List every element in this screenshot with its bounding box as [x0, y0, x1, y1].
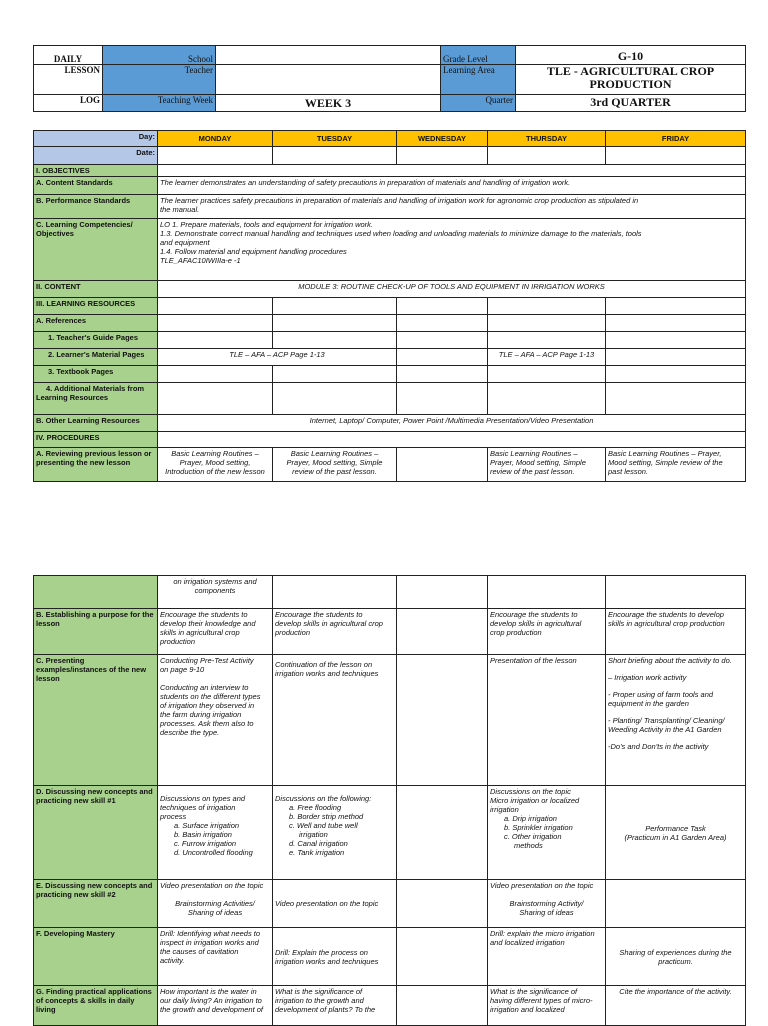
reviewing-tue-line-1: Basic Learning Routines –	[290, 449, 379, 458]
discussing-1-tue-item-c: c. Well and tube well	[289, 821, 358, 830]
practical-tue-line-3: development of plants? To the	[275, 1005, 376, 1014]
presenting-fri-line-6: Weeding Activity in the A1 Garden	[608, 725, 722, 734]
reviewing-thu-line-2: Prayer, Mood setting, Simple	[490, 458, 586, 467]
purpose-label	[34, 609, 158, 655]
purpose-fri-line-2: skills in agricultural crop production	[608, 619, 725, 628]
practical-line-1: G. Finding practical applications	[36, 987, 152, 996]
discussing-2-friday	[606, 880, 746, 928]
presenting-tue-line-2: irrigation works and techniques	[275, 669, 379, 678]
date-tuesday[interactable]	[273, 147, 397, 165]
discussing-1-line-2: practicing new skill #1	[36, 796, 116, 805]
discussing-1-mon-line-1: Discussions on types and	[160, 794, 246, 803]
discussing-1-thu-item-a: a. Drip irrigation	[504, 814, 557, 823]
discussing-1-mon-item-b: b. Basin irrigation	[174, 830, 232, 839]
reviewing-line-2: presenting the new lesson	[36, 458, 131, 467]
reviewing-fri-line-2: Mood setting, Simple review of the	[608, 458, 723, 467]
continued-mon-line-2: components	[194, 586, 236, 595]
discussing-1-mon-item-a: a. Surface irrigation	[174, 821, 240, 830]
discussing-2-label	[34, 880, 158, 928]
discussing-1-tue-line-1: Discussions on the following:	[275, 794, 372, 803]
day-label: Day:	[34, 131, 158, 147]
day-thursday: THURSDAY	[488, 131, 606, 147]
purpose-friday	[606, 609, 746, 655]
purpose-mon-line-4: production	[160, 637, 196, 646]
presenting-fri-line-3: - Proper using of farm tools and	[608, 690, 714, 699]
discussing-1-tue-item-a: a. Free flooding	[289, 803, 342, 812]
discussing-1-thu-line-1: Discussions on the topic	[490, 787, 571, 796]
discussing-2-monday	[158, 880, 273, 928]
continued-label	[34, 576, 158, 609]
discussing-1-thursday	[488, 786, 606, 880]
mastery-wednesday	[397, 928, 488, 986]
daily-label: DAILY	[34, 46, 103, 65]
learning-resources-label: III. LEARNING RESOURCES	[34, 298, 158, 315]
discussing-2-wednesday	[397, 880, 488, 928]
discussing-1-tue-item-e: e. Tank irrigation	[289, 848, 345, 857]
mastery-thursday	[488, 928, 606, 986]
reviewing-fri-line-3: past lesson.	[608, 467, 649, 476]
week-value: WEEK 3	[216, 95, 441, 112]
quarter-label: Quarter	[441, 95, 516, 112]
discussing-1-thu-item-c-cont: methods	[514, 841, 543, 850]
competencies-line-2: 1.3. Demonstrate correct manual handling and techniques used when loading and unloading materials to minimize damage to the materials, tools	[160, 229, 642, 238]
date-friday[interactable]	[606, 147, 746, 165]
lesson-label: LESSON	[34, 65, 103, 95]
presenting-mon-line-4: students on the different types	[160, 692, 261, 701]
presenting-monday	[158, 655, 273, 786]
presenting-tuesday	[273, 655, 397, 786]
mastery-fri-line-1: Sharing of experiences during the	[619, 947, 732, 957]
learning-area-line-2: PRODUCTION	[589, 77, 672, 91]
presenting-line-2: examples/instances of the new	[36, 665, 147, 674]
purpose-line-1: B. Establishing a purpose for the	[36, 610, 154, 619]
reviewing-mon-line-3: Introduction of the new lesson	[165, 467, 265, 476]
practical-line-2: of concepts & skills in daily living	[36, 996, 135, 1014]
purpose-fri-line-1: Encourage the students to develop	[608, 610, 724, 619]
teacher-value[interactable]	[216, 65, 441, 95]
discussing-2-tuesday: Video presentation on the topic	[273, 880, 397, 928]
reviewing-tuesday	[273, 448, 397, 482]
performance-standards-text	[158, 195, 746, 219]
discussing-2-thu-line-1: Video presentation on the topic	[490, 881, 594, 890]
grade-level-label: Grade Level	[441, 46, 516, 65]
day-monday: MONDAY	[158, 131, 273, 147]
discussing-2-mon-line-3: Sharing of ideas	[187, 908, 243, 917]
day-wednesday: WEDNESDAY	[397, 131, 488, 147]
practical-label	[34, 986, 158, 1026]
practical-tue-line-2: irrigation to the growth and	[275, 996, 364, 1005]
purpose-tue-line-1: Encourage the students to	[275, 610, 363, 619]
additional-line-1: 4. Additional Materials from	[46, 384, 145, 393]
discussing-2-thu-line-3: Sharing of ideas	[519, 908, 574, 917]
mastery-thu-line-1: Drill: explain the micro irrigation	[490, 929, 595, 938]
presenting-mon-line-1: Conducting Pre-Test Activity	[160, 656, 254, 665]
discussing-2-line-2: practicing new skill #2	[36, 890, 116, 899]
performance-standards-line-2: the manual.	[160, 205, 200, 214]
discussing-2-mon-line-2: Brainstorming Activities/	[175, 899, 255, 908]
discussing-1-tue-item-d: d. Canal irrigation	[289, 839, 348, 848]
purpose-tue-line-2: develop skills in agricultural crop	[275, 619, 383, 628]
discussing-2-thu-line-2: Brainstorming Activity/	[509, 899, 584, 908]
mastery-tue-line-2: irrigation works and techniques	[275, 956, 379, 966]
discussing-2-thursday	[488, 880, 606, 928]
performance-standards-label: B. Performance Standards	[34, 195, 158, 219]
reviewing-fri-line-1: Basic Learning Routines – Prayer,	[608, 449, 722, 458]
header-table	[33, 45, 746, 112]
practical-mon-line-2: our daily living? An irrigation to	[160, 996, 262, 1005]
purpose-thu-line-1: Encourage the students to	[490, 610, 578, 619]
discussing-1-thu-line-3: irrigation	[490, 805, 519, 814]
discussing-1-mon-line-2: techniques of irrigation	[160, 803, 236, 812]
purpose-monday	[158, 609, 273, 655]
learners-material-mon-tue: TLE – AFA – ACP Page 1-13	[158, 349, 397, 366]
continued-monday	[158, 576, 273, 609]
content-label: II. CONTENT	[34, 281, 158, 298]
purpose-tue-line-3: production	[275, 628, 311, 637]
presenting-friday	[606, 655, 746, 786]
dll-table-page-2	[33, 575, 746, 1026]
learners-material-thu: TLE – AFA – ACP Page 1-13	[488, 349, 606, 366]
reviewing-thu-line-1: Basic Learning Routines –	[490, 449, 578, 458]
day-friday: FRIDAY	[606, 131, 746, 147]
presenting-mon-line-6: the farm during irrigation	[160, 710, 242, 719]
discussing-1-mon-item-c: c. Furrow irrigation	[174, 839, 237, 848]
reviewing-label	[34, 448, 158, 482]
practical-tuesday	[273, 986, 397, 1026]
presenting-mon-line-2: on page 9-10	[160, 665, 205, 674]
discussing-1-line-1: D. Discussing new concepts and	[36, 787, 153, 796]
discussing-1-tuesday	[273, 786, 397, 880]
practical-thu-line-2: having different types of micro-	[490, 996, 593, 1005]
reviewing-tue-line-3: review of the past lesson.	[292, 467, 377, 476]
date-thursday[interactable]	[488, 147, 606, 165]
discussing-1-monday	[158, 786, 273, 880]
discussing-1-wednesday	[397, 786, 488, 880]
discussing-1-tue-item-c-cont: irrigation	[299, 830, 328, 839]
date-wednesday[interactable]	[397, 147, 488, 165]
competencies-line-1: LO 1. Prepare materials, tools and equipment for irrigation work.	[160, 220, 374, 229]
reviewing-monday	[158, 448, 273, 482]
discussing-1-mon-item-d: d. Uncontrolled flooding	[174, 848, 253, 857]
purpose-mon-line-1: Encourage the students to	[160, 610, 248, 619]
date-monday[interactable]	[158, 147, 273, 165]
log-label: LOG	[34, 95, 103, 112]
purpose-tuesday	[273, 609, 397, 655]
textbook-label: 3. Textbook Pages	[34, 366, 158, 383]
presenting-line-3: lesson	[36, 674, 60, 683]
discussing-1-tue-item-b: b. Border strip method	[289, 812, 364, 821]
teachers-guide-label: 1. Teacher's Guide Pages	[34, 332, 158, 349]
mastery-mon-line-4: activity.	[160, 956, 185, 965]
purpose-wednesday	[397, 609, 488, 655]
day-tuesday: TUESDAY	[273, 131, 397, 147]
presenting-fri-line-7: -Do's and Don'ts in the activity	[608, 742, 709, 751]
discussing-1-friday	[606, 786, 746, 880]
references-label: A. References	[34, 315, 158, 332]
presenting-fri-line-5: - Planting/ Transplanting/ Cleaning/	[608, 716, 725, 725]
competencies-label	[34, 219, 158, 281]
reviewing-mon-line-1: Basic Learning Routines –	[171, 449, 259, 458]
mastery-label: F. Developing Mastery	[34, 928, 158, 986]
mastery-friday	[606, 928, 746, 986]
other-resources-text: Internet, Laptop/ Computer, Power Point /Multimedia Presentation/Video Presentation	[158, 415, 746, 432]
purpose-mon-line-2: develop their knowledge and	[160, 619, 256, 628]
learners-material-label: 2. Learner's Material Pages	[34, 349, 158, 366]
competencies-line-3: and equipment	[160, 238, 210, 247]
other-resources-label: B. Other Learning Resources	[34, 415, 158, 432]
content-text: MODULE 3: ROUTINE CHECK-UP OF TOOLS AND EQUIPMENT IN IRRIGATION WORKS	[158, 281, 746, 298]
purpose-mon-line-3: skills in agricultural crop	[160, 628, 240, 637]
reviewing-tue-line-2: Prayer, Mood setting, Simple	[286, 458, 383, 467]
practical-thursday	[488, 986, 606, 1026]
date-label: Date:	[34, 147, 158, 165]
mastery-fri-line-2: practicum.	[658, 956, 693, 966]
discussing-2-mon-line-1: Video presentation on the topic	[160, 881, 264, 890]
learning-area-value	[516, 65, 746, 95]
quarter-value: 3rd QUARTER	[516, 95, 746, 112]
competencies-text	[158, 219, 746, 281]
content-standards-text: The learner demonstrates an understanding of safety precautions in preparation of materials and handling of irrigation work.	[158, 177, 746, 195]
competencies-label-line-2: Objectives	[36, 229, 74, 238]
reviewing-friday	[606, 448, 746, 482]
presenting-thursday: Presentation of the lesson	[488, 655, 606, 786]
discussing-2-line-1: E. Discussing new concepts and	[36, 881, 153, 890]
discussing-1-mon-line-3: process	[160, 812, 187, 821]
performance-standards-line-1: The learner practices safety precautions in preparation of materials and handling of irrigation work for agronomic crop production as stipulated in	[160, 196, 639, 205]
mastery-mon-line-1: Drill: Identifying what needs to	[160, 929, 261, 938]
presenting-label	[34, 655, 158, 786]
learning-area-line-1: TLE - AGRICULTURAL CROP	[546, 64, 715, 78]
purpose-thu-line-2: develop skills in agricultural	[490, 619, 582, 628]
practical-monday	[158, 986, 273, 1026]
procedures-label: IV. PROCEDURES	[34, 432, 158, 448]
mastery-tue-line-1: Drill: Explain the process on	[275, 947, 368, 957]
reviewing-line-1: A. Reviewing previous lesson or	[36, 449, 152, 458]
discussing-1-label	[34, 786, 158, 880]
reviewing-thu-line-3: review of the past lesson.	[490, 467, 575, 476]
purpose-thu-line-3: crop production	[490, 628, 542, 637]
competencies-line-5: TLE_AFAC10IWIIIa-e -1	[160, 256, 241, 265]
mastery-tuesday	[273, 928, 397, 986]
discussing-1-thu-line-2: Micro irrigation or localized	[490, 796, 580, 805]
presenting-mon-line-5: of irrigation they observed in	[160, 701, 255, 710]
mastery-mon-line-2: inspect in irrigation works and	[160, 938, 259, 947]
reviewing-wednesday	[397, 448, 488, 482]
additional-line-2: Learning Resources	[36, 393, 109, 402]
discussing-1-thu-item-b: b. Sprinkler irrigation	[504, 823, 573, 832]
content-standards-label: A. Content Standards	[34, 177, 158, 195]
reviewing-mon-line-2: Prayer, Mood setting,	[179, 458, 251, 467]
practical-tue-line-1: What is the significance of	[275, 987, 363, 996]
competencies-label-line-1: C. Learning Competencies/	[36, 220, 133, 229]
presenting-tue-line-1: Continuation of the lesson on	[275, 660, 373, 669]
practical-thu-line-1: What is the significance of	[490, 987, 578, 996]
additional-materials-label	[34, 383, 158, 415]
continued-mon-line-1: on irrigation systems and	[173, 577, 257, 586]
teaching-week-label: Teaching Week	[103, 95, 216, 112]
discussing-1-fri-line-2: (Practicum in A1 Garden Area)	[624, 832, 727, 842]
discussing-1-thu-item-c: c. Other irrigation	[504, 832, 562, 841]
presenting-line-1: C. Presenting	[36, 656, 85, 665]
purpose-thursday	[488, 609, 606, 655]
presenting-fri-line-1: Short briefing about the activity to do.	[608, 656, 732, 665]
mastery-mon-line-3: the causes of cavitation	[160, 947, 239, 956]
practical-mon-line-3: the growth and development of	[160, 1005, 263, 1014]
presenting-mon-line-3: Conducting an interview to	[160, 683, 249, 692]
purpose-line-2: lesson	[36, 619, 60, 628]
practical-wednesday	[397, 986, 488, 1026]
reviewing-thursday	[488, 448, 606, 482]
practical-mon-line-1: How important is the water in	[160, 987, 257, 996]
practical-thu-line-3: irrigation and localized	[490, 1005, 565, 1014]
discussing-1-fri-line-1: Performance Task	[645, 823, 706, 833]
teacher-label: Teacher	[103, 65, 216, 95]
presenting-mon-line-7: processes. Ask them also to	[160, 719, 254, 728]
school-value[interactable]	[216, 46, 441, 65]
learning-area-label: Learning Area	[441, 65, 516, 95]
school-label: School	[103, 46, 216, 65]
competencies-line-4: 1.4. Follow material and equipment handling procedures	[160, 247, 347, 256]
objectives-blank	[158, 165, 746, 177]
presenting-fri-line-2: – Irrigation work activity	[608, 673, 687, 682]
grade-value: G-10	[516, 46, 746, 65]
mastery-thu-line-2: and localized irrigation	[490, 938, 565, 947]
presenting-fri-line-4: equipment in the garden	[608, 699, 689, 708]
mastery-monday	[158, 928, 273, 986]
dll-table-page-1	[33, 130, 746, 482]
presenting-wednesday	[397, 655, 488, 786]
presenting-mon-line-8: describe the type.	[160, 728, 220, 737]
objectives-heading: I. OBJECTIVES	[34, 165, 158, 177]
practical-friday: Cite the importance of the activity.	[606, 986, 746, 1026]
